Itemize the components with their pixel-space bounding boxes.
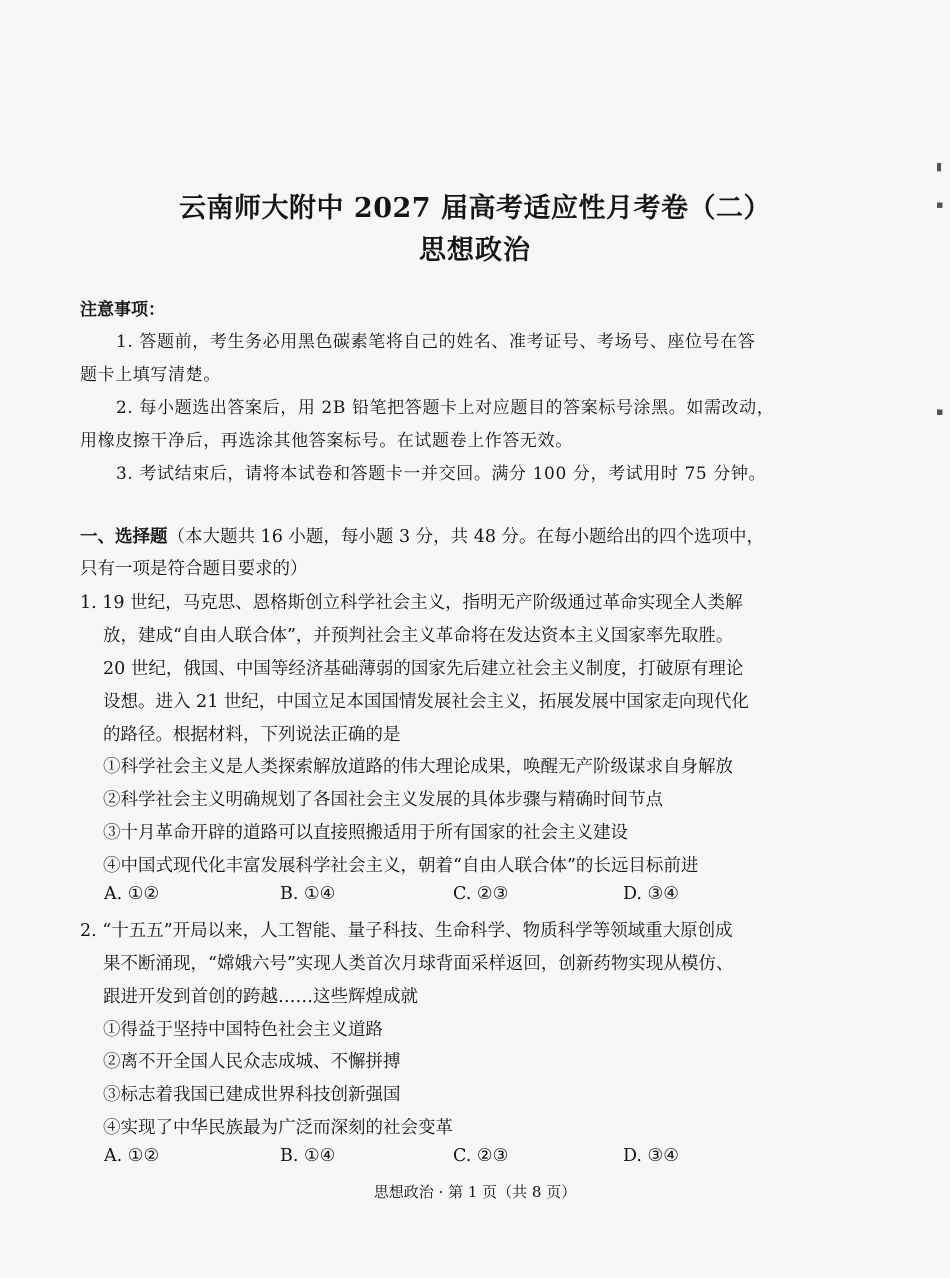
question-1-statement: ③十月革命开辟的道路可以直接照搬适用于所有国家的社会主义建设: [103, 823, 628, 843]
option-d: D. ③④: [623, 884, 679, 904]
question-2-statement: ④实现了中华民族最为广泛而深刻的社会变革: [103, 1118, 453, 1138]
option-d: D. ③④: [623, 1146, 679, 1166]
option-a: A. ①②: [104, 884, 160, 904]
question-1-statement: ①科学社会主义是人类探索解放道路的伟大理论成果，唤醒无产阶级谋求自身解放: [103, 757, 733, 777]
question-2-stem: 跟进开发到首创的跨越……这些辉煌成就: [103, 987, 418, 1007]
option-b: B. ①④: [280, 884, 336, 904]
option-c: C. ②③: [453, 1146, 509, 1166]
question-1-options: [0, 884, 950, 908]
question-2-stem: 果不断涌现，“嫦娥六号”实现人类首次月球背面采样返回，创新药物实现从模仿、: [103, 954, 734, 974]
question-2-statement: ②离不开全国人民众志成城、不懈拼搏: [103, 1052, 401, 1072]
exam-subject: 思想政治: [419, 235, 531, 266]
question-2-statement: ③标志着我国已建成世界科技创新强国: [103, 1085, 401, 1105]
notes-line: 3. 考试结束后，请将本试卷和答题卡一并交回。满分 100 分，考试用时 75 分钟。: [116, 464, 767, 484]
question-2-options: [0, 1146, 950, 1170]
scan-edge-mark: ▮: [936, 160, 943, 173]
notes-line: 用橡皮擦干净后，再选涂其他答案标号。在试题卷上作答无效。: [80, 431, 573, 451]
notes-line: 题卡上填写清楚。: [80, 365, 221, 385]
section-description: 只有一项是符合题目要求的）: [80, 559, 308, 579]
exam-title: 云南师大附中 2027 届高考适应性月考卷（二）: [179, 193, 771, 224]
question-1-stem: 设想。进入 21 世纪，中国立足本国国情发展社会主义，拓展发展中国家走向现代化: [103, 692, 749, 712]
question-1-stem: 1. 19 世纪，马克思、恩格斯创立科学社会主义，指明无产阶级通过革命实现全人类解: [80, 593, 743, 613]
notes-line: 1. 答题前，考生务必用黑色碳素笔将自己的姓名、准考证号、考场号、座位号在答: [116, 332, 756, 352]
question-2-statement: ①得益于坚持中国特色社会主义道路: [103, 1020, 383, 1040]
section-label: 一、选择题: [80, 527, 168, 547]
question-2-stem: 2. “十五五”开局以来，人工智能、量子科技、生命科学、物质科学等领域重大原创成: [80, 921, 733, 941]
page-footer: 思想政治 · 第 1 页（共 8 页）: [373, 1183, 577, 1201]
scan-edge-mark: ▪: [936, 198, 944, 211]
notes-line: 2. 每小题选出答案后，用 2B 铅笔把答题卡上对应题目的答案标号涂黑。如需改动，: [116, 398, 775, 418]
question-1-statement: ②科学社会主义明确规划了各国社会主义发展的具体步骤与精确时间节点: [103, 790, 663, 810]
question-1-stem: 放，建成“自由人联合体”，并预判社会主义革命将在发达资本主义国家率先取胜。: [103, 626, 734, 646]
section-header: [80, 523, 764, 548]
option-b: B. ①④: [280, 1146, 336, 1166]
option-c: C. ②③: [453, 884, 509, 904]
question-1-statement: ④中国式现代化丰富发展科学社会主义，朝着“自由人联合体”的长远目标前进: [103, 856, 699, 876]
question-1-stem: 的路径。根据材料，下列说法正确的是: [103, 725, 401, 745]
question-1-stem: 20 世纪，俄国、中国等经济基础薄弱的国家先后建立社会主义制度，打破原有理论: [103, 659, 744, 679]
option-a: A. ①②: [104, 1146, 160, 1166]
scan-edge-mark: ▪: [936, 405, 944, 418]
section-description: （本大题共 16 小题，每小题 3 分，共 48 分。在每小题给出的四个选项中，: [167, 527, 765, 547]
notes-heading: 注意事项：: [80, 300, 165, 320]
